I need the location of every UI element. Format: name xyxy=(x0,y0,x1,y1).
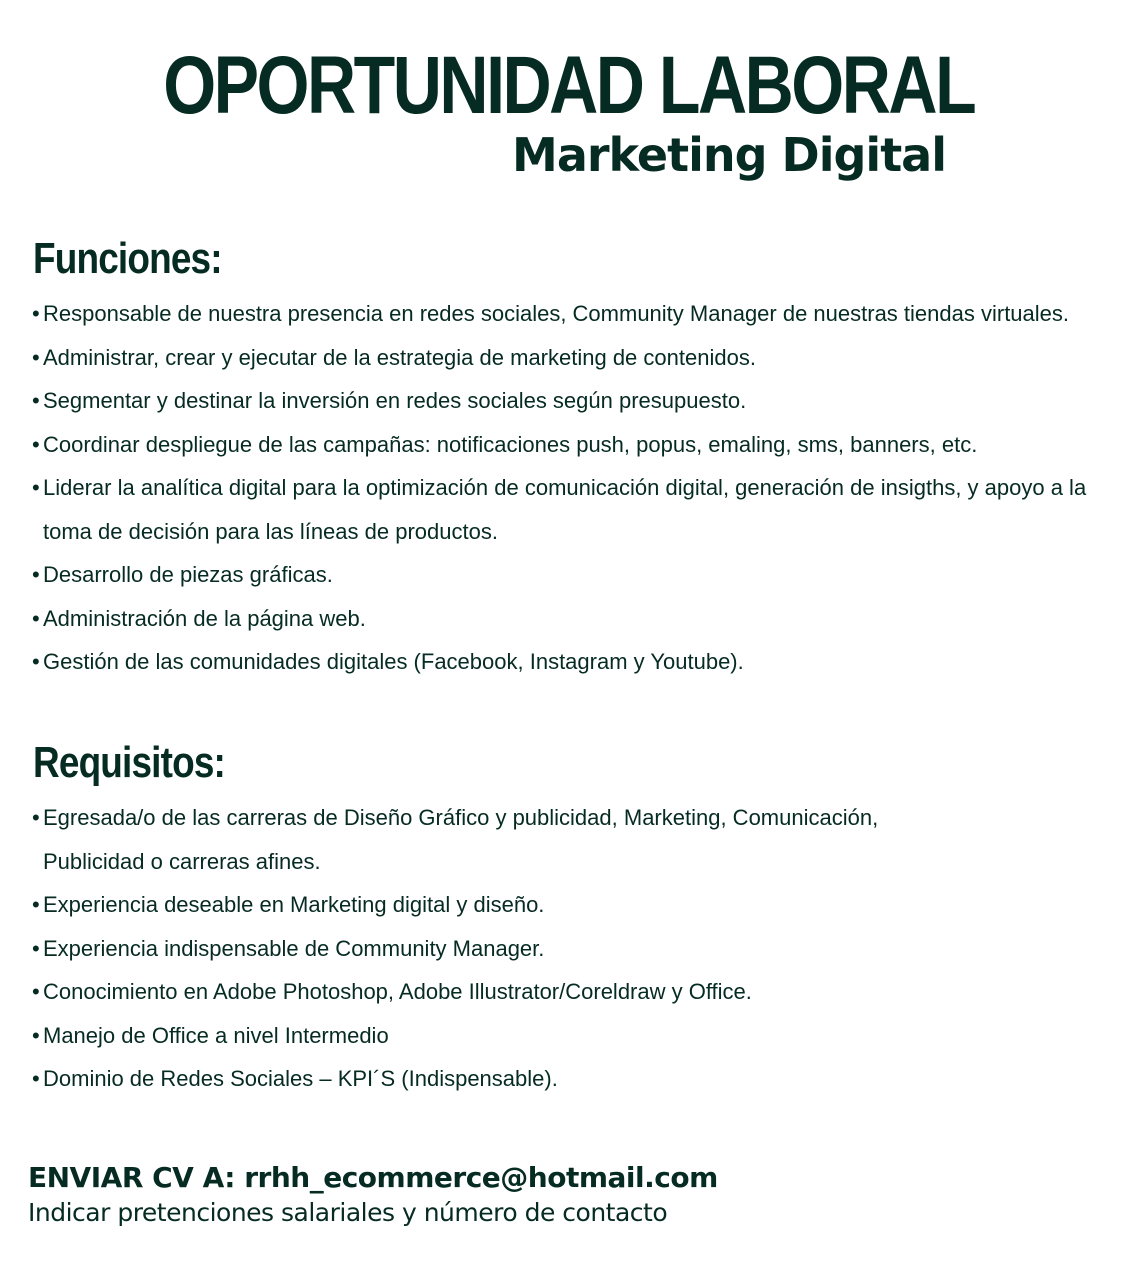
list-item: • Dominio de Redes Sociales – KPI´S (Indispensable). xyxy=(33,1057,1103,1101)
funciones-list xyxy=(33,292,1103,684)
list-item: • Coordinar despliegue de las campañas: notificaciones push, popus, emaling, sms, banners, etc. xyxy=(33,423,1103,467)
list-item: • Egresada/o de las carreras de Diseño Gráfico y publicidad, Marketing, Comunicación, Publicidad o carreras afines. xyxy=(33,796,913,883)
list-item: • Administrar, crear y ejecutar de la estrategia de marketing de contenidos. xyxy=(33,336,1103,380)
requisitos-section xyxy=(33,736,1103,1101)
page-subtitle: Marketing Digital xyxy=(512,128,946,182)
list-item: • Manejo de Office a nivel Intermedio xyxy=(33,1014,1103,1058)
contact-instructions: Indicar pretenciones salariales y número de contacto xyxy=(28,1198,668,1227)
funciones-section xyxy=(33,232,1103,684)
list-item: • Gestión de las comunidades digitales (Facebook, Instagram y Youtube). xyxy=(33,640,1103,684)
contact-footer xyxy=(28,1160,1098,1230)
list-item: • Liderar la analítica digital para la optimización de comunicación digital, generación de insigths, y apoyo a la toma de decisión para las líneas de productos. xyxy=(33,466,1103,553)
list-item: • Conocimiento en Adobe Photoshop, Adobe Illustrator/Coreldraw y Office. xyxy=(33,970,1103,1014)
list-item: • Responsable de nuestra presencia en redes sociales, Community Manager de nuestras tiendas virtuales. xyxy=(33,292,1103,336)
requisitos-list xyxy=(33,796,1103,1101)
list-item: • Experiencia deseable en Marketing digital y diseño. xyxy=(33,883,1103,927)
contact-email-line: ENVIAR CV A: rrhh_ecommerce@hotmail.com xyxy=(28,1161,718,1194)
list-item: • Administración de la página web. xyxy=(33,597,1103,641)
list-item: • Desarrollo de piezas gráficas. xyxy=(33,553,1103,597)
list-item: • Experiencia indispensable de Community Manager. xyxy=(33,927,1103,971)
list-item: • Segmentar y destinar la inversión en redes sociales según presupuesto. xyxy=(33,379,1103,423)
page-title: OPORTUNIDAD LABORAL xyxy=(163,40,975,131)
requisitos-heading: Requisitos: xyxy=(33,738,226,787)
header xyxy=(0,40,975,182)
funciones-heading: Funciones: xyxy=(33,234,222,283)
